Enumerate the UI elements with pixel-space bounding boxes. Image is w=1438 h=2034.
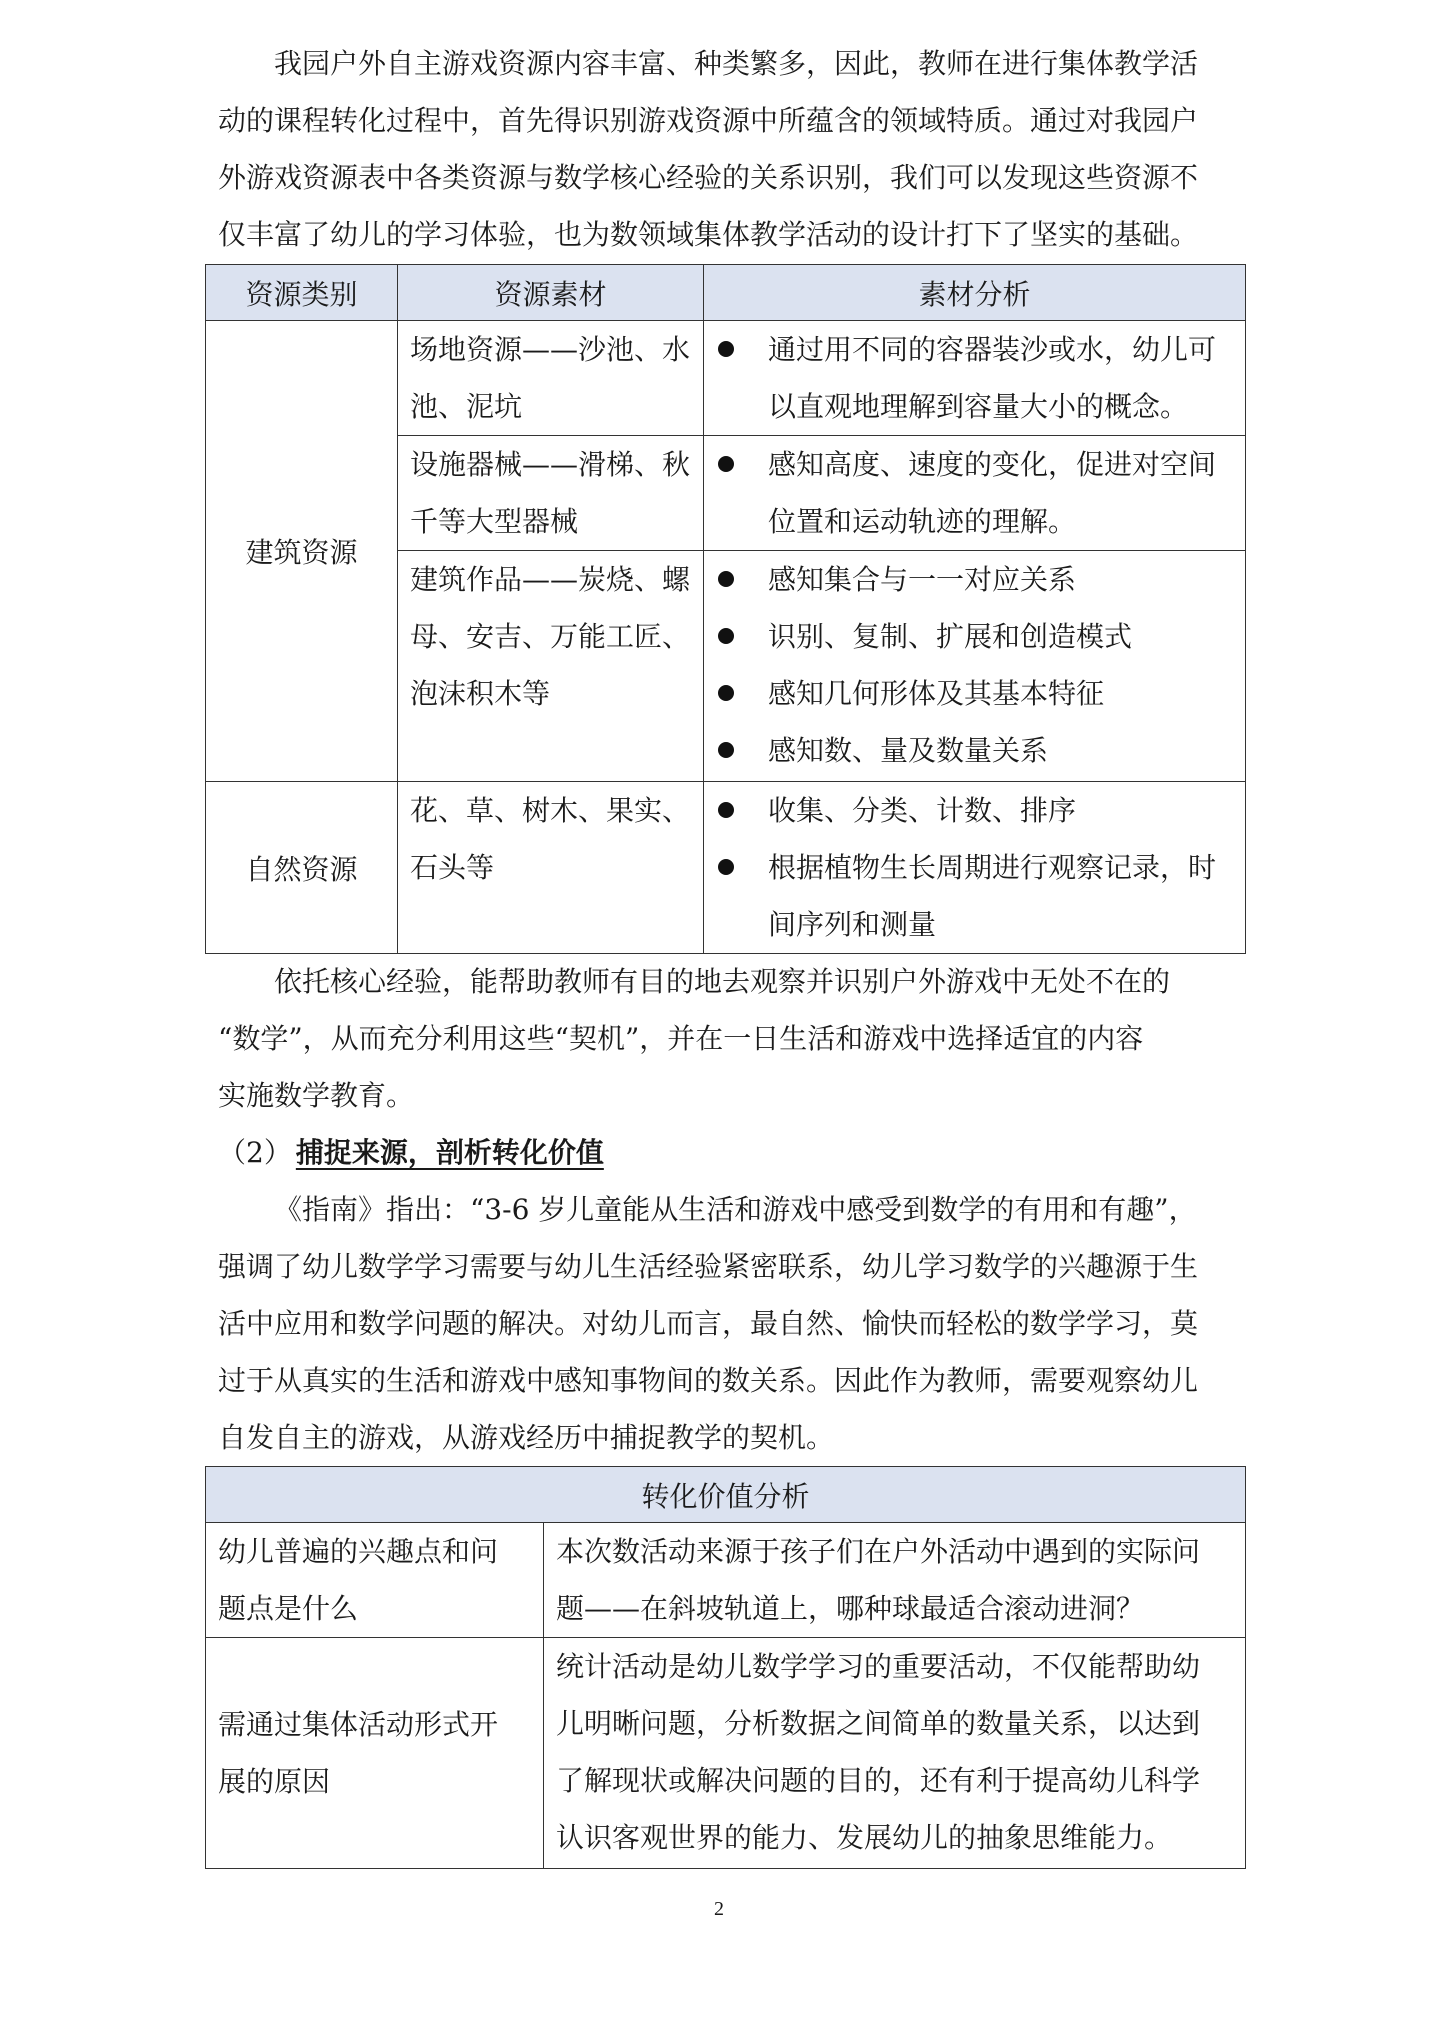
bullet-icon <box>704 551 748 608</box>
bullet-icon <box>704 608 748 665</box>
answer-line: 统计活动是幼儿数学学习的重要活动，不仅能帮助幼 <box>556 1650 1201 1683</box>
material-line: 池、泥坑 <box>410 390 523 423</box>
material-line: 母、安吉、万能工匠、 <box>410 620 691 653</box>
bullet-icon <box>704 722 748 779</box>
text-line: 动的课程转化过程中，首先得识别游戏资源中所蕴含的领域特质。通过对我园户 <box>218 104 1199 137</box>
bullet-item <box>704 551 1245 608</box>
section-title: 捕捉来源，剖析转化价值 <box>295 1136 604 1169</box>
material-line: 场地资源——沙池、水 <box>410 333 691 366</box>
bullet-item <box>704 665 1245 722</box>
text-line: 过于从真实的生活和游戏中感知事物间的数关系。因此作为教师，需要观察幼儿 <box>218 1364 1199 1397</box>
intro-paragraph <box>218 35 1238 263</box>
value-analysis-table <box>205 1466 1246 1869</box>
question-line: 展的原因 <box>218 1765 331 1798</box>
answer-line: 题——在斜坡轨道上，哪种球最适合滚动进洞？ <box>556 1592 1145 1625</box>
answer-line: 儿明晰问题，分析数据之间简单的数量关系，以达到 <box>556 1707 1201 1740</box>
material-cell <box>398 551 704 782</box>
question-line: 需通过集体活动形式开 <box>218 1708 499 1741</box>
bullet-icon <box>704 839 748 953</box>
bullet-icon <box>704 782 748 839</box>
text-line: 强调了幼儿数学学习需要与幼儿生活经验紧密联系，幼儿学习数学的兴趣源于生 <box>218 1250 1199 1283</box>
bullet-line: 感知数、量及数量关系 <box>768 734 1049 767</box>
bullet-line: 以直观地理解到容量大小的概念。 <box>768 390 1189 423</box>
bullet-icon <box>704 665 748 722</box>
category-label: 建筑资源 <box>245 536 358 569</box>
category-cell <box>206 782 398 954</box>
text-line: 《指南》指出：“3-6 岁儿童能从生活和游戏中感受到数学的有用和有趣”， <box>274 1193 1197 1226</box>
bullet-line: 收集、分类、计数、排序 <box>768 794 1077 827</box>
material-line: 花、草、树木、果实、 <box>410 794 691 827</box>
section-number: （2） <box>218 1136 292 1169</box>
bullet-line: 感知高度、速度的变化，促进对空间 <box>768 448 1217 481</box>
material-line: 千等大型器械 <box>410 505 579 538</box>
bullet-line: 感知几何形体及其基本特征 <box>768 677 1105 710</box>
question-cell <box>206 1523 544 1638</box>
question-line: 幼儿普遍的兴趣点和问 <box>218 1535 499 1568</box>
bullet-line: 位置和运动轨迹的理解。 <box>768 505 1077 538</box>
bullet-line: 通过用不同的容器装沙或水，幼儿可 <box>768 333 1217 366</box>
material-cell <box>398 436 704 551</box>
bullet-icon <box>704 436 748 550</box>
question-cell <box>206 1638 544 1869</box>
bullet-item <box>704 722 1245 779</box>
bullet-icon <box>704 321 748 435</box>
paragraph-guide <box>218 1181 1238 1466</box>
bullet-line: 根据植物生长周期进行观察记录，时 <box>768 851 1217 884</box>
analysis-cell <box>704 782 1246 954</box>
text-line: “数学”，从而充分利用这些“契机”，并在一日生活和游戏中选择适宜的内容 <box>218 1022 1144 1055</box>
material-line: 建筑作品——炭烧、螺 <box>410 563 691 596</box>
text-line: 自发自主的游戏，从游戏经历中捕捉教学的契机。 <box>218 1421 835 1454</box>
bullet-line: 感知集合与一一对应关系 <box>768 563 1077 596</box>
question-line: 题点是什么 <box>218 1592 359 1625</box>
answer-line: 认识客观世界的能力、发展幼儿的抽象思维能力。 <box>556 1821 1173 1854</box>
answer-cell <box>544 1523 1246 1638</box>
analysis-cell <box>704 321 1246 436</box>
text-line: 我园户外自主游戏资源内容丰富、种类繁多，因此，教师在进行集体教学活 <box>274 47 1199 80</box>
answer-line: 了解现状或解决问题的目的，还有利于提高幼儿科学 <box>556 1764 1201 1797</box>
material-line: 石头等 <box>410 851 495 884</box>
bullet-line: 识别、复制、扩展和创造模式 <box>768 620 1133 653</box>
category-label: 自然资源 <box>245 852 358 886</box>
material-cell <box>398 782 704 954</box>
category-cell <box>206 321 398 782</box>
page-number: 2 <box>714 1898 724 1920</box>
bullet-item <box>704 436 1245 550</box>
bullet-item <box>704 608 1245 665</box>
material-line: 设施器械——滑梯、秋 <box>410 448 691 481</box>
section-heading <box>218 1124 604 1181</box>
analysis-cell <box>704 436 1246 551</box>
text-line: 实施数学教育。 <box>218 1079 415 1112</box>
answer-cell <box>544 1638 1246 1869</box>
resource-table <box>205 264 1246 954</box>
bullet-item <box>704 782 1245 839</box>
header-analysis: 素材分析 <box>704 265 1246 321</box>
material-cell <box>398 321 704 436</box>
bullet-line: 间序列和测量 <box>768 908 937 941</box>
value-table-header: 转化价值分析 <box>206 1467 1246 1523</box>
answer-line: 本次数活动来源于孩子们在户外活动中遇到的实际问 <box>556 1535 1201 1568</box>
text-line: 仅丰富了幼儿的学习体验，也为数领域集体教学活动的设计打下了坚实的基础。 <box>218 218 1199 251</box>
header-material: 资源素材 <box>398 265 704 321</box>
material-line: 泡沫积木等 <box>410 677 551 710</box>
text-line: 依托核心经验，能帮助教师有目的地去观察并识别户外游戏中无处不在的 <box>274 965 1171 998</box>
header-category: 资源类别 <box>206 265 398 321</box>
text-line: 活中应用和数学问题的解决。对幼儿而言，最自然、愉快而轻松的数学学习，莫 <box>218 1307 1199 1340</box>
bullet-item <box>704 321 1245 435</box>
text-line: 外游戏资源表中各类资源与数学核心经验的关系识别，我们可以发现这些资源不 <box>218 161 1199 194</box>
paragraph-core-experience <box>218 953 1238 1124</box>
bullet-item <box>704 839 1245 953</box>
analysis-cell <box>704 551 1246 782</box>
